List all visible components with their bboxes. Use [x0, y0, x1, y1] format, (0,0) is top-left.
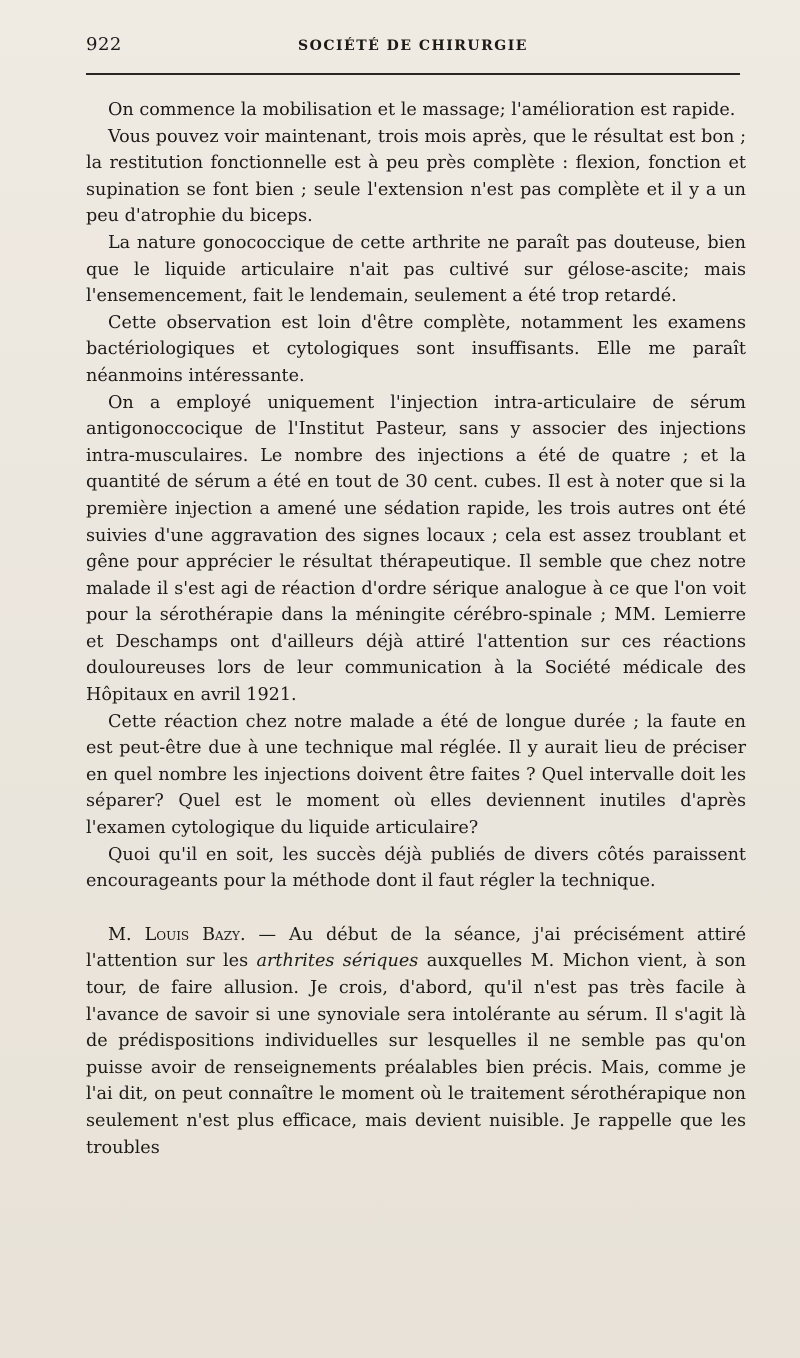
header-rule	[86, 73, 740, 75]
paragraph-5: On a employé uniquement l'injection intra-articulaire de sérum antigonoccocique de l'Institut Pasteur, sans y associer des injections intra-musculaires. Le nombre des injections a été de quatre ; et la quantité de sérum a été en tout de 30 cent. cubes. Il est à noter que si la première injection a amené une sédation rapide, les trois autres ont été suivies d'une aggravation des signes locaux ; cela est assez troublant et gêne pour apprécier le résultat thérapeutique. Il semble que chez notre malade il s'est agi de réaction d'ordre sérique analogue à ce que l'on voit pour la sérothérapie dans la méningite cérébro-spinale ; MM. Lemierre et Deschamps ont d'ailleurs déjà attiré l'attention sur ces réactions douloureuses lors de leur communication à la Société médicale des Hôpitaux en avril 1921.	[86, 392, 746, 706]
paragraph-3: La nature gonococcique de cette arthrite ne paraît pas douteuse, bien que le liquide articulaire n'ait pas cultivé sur gélose-ascite; mais l'ensemencement, fait le lendemain, seulement a été trop retardé.	[86, 232, 746, 307]
running-title: SOCIÉTÉ DE CHIRURGIE	[298, 38, 528, 54]
speaker-text-start: . — Au début de la séance, j'ai précisément attiré l'attention sur les	[86, 924, 746, 972]
page-number: 922	[86, 34, 122, 55]
paragraph-7: Quoi qu'il en soit, les succès déjà publiés de divers côtés paraissent encourageants pour la méthode dont il faut régler la technique.	[86, 844, 746, 892]
speaker-name: Louis Bazy	[144, 924, 240, 945]
speaker-paragraph	[86, 922, 746, 1161]
paragraph-1: On commence la mobilisation et le massage; l'amélioration est rapide.	[108, 100, 736, 120]
paragraph-6: Cette réaction chez notre malade a été de longue durée ; la faute en est peut-être due à une technique mal réglée. Il y aurait lieu de préciser en quel nombre les injections doivent être faites ? Quel intervalle doit les séparer? Quel est le moment où elles deviennent inutiles d'après l'examen cytologique du liquide articulaire?	[86, 711, 746, 839]
paragraph-2: Vous pouvez voir maintenant, trois mois après, que le résultat est bon ; la restitution fonctionnelle est à peu près complète : flexion, fonction et supination se font bien ; seule l'extension n'est pas complète et il y a un peu d'atrophie du biceps.	[86, 126, 746, 227]
body-text	[86, 97, 746, 1161]
speaker-text-end: auxquelles M. Michon vient, à son tour, de faire allusion. Je crois, d'abord, qu'il n'est pas très facile à l'avance de savoir si une synoviale sera intolérante au sérum. Il s'agit là de prédispositions individuelles sur lesquelles il ne semble pas qu'on puisse avoir de renseignements préalables bien précis. Mais, comme je l'ai dit, on peut connaître le moment où le traitement sérothérapique non seulement n'est plus efficace, mais devient nuisible. Je rappelle que les troubles	[86, 951, 746, 1158]
speaker-prefix: M.	[108, 924, 145, 945]
page-header	[86, 34, 740, 62]
paragraph-4: Cette observation est loin d'être complète, notamment les examens bactériologiques et cytologiques sont insuffisants. Elle me paraît néanmoins intéressante.	[86, 312, 746, 386]
italic-term: arthrites sériques	[256, 951, 419, 972]
